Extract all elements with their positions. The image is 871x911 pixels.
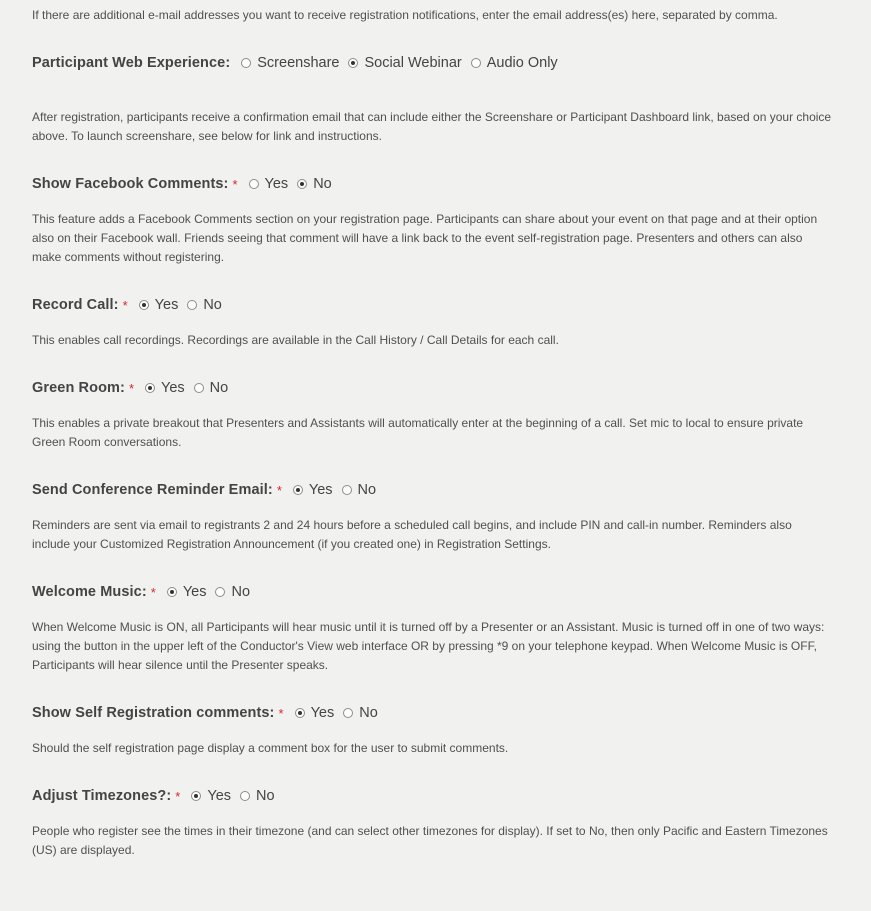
radio-button[interactable] (194, 383, 204, 393)
radio-button[interactable] (145, 383, 155, 393)
option-label: Screenshare (257, 55, 340, 71)
option-no[interactable] (297, 176, 332, 192)
option-no[interactable] (187, 297, 222, 313)
setting-row (32, 377, 832, 399)
radio-button[interactable] (342, 485, 352, 495)
setting-label: Show Self Registration comments: (32, 705, 275, 721)
setting-label: Send Conference Reminder Email: (32, 482, 273, 498)
option-label: Yes (308, 482, 333, 498)
welcome-music-description: When Welcome Music is ON, all Participants will hear music until it is turned off by a Presenter or an Assistant. Music is turned off in one of two ways: using the button in the upper left of the Conductor's View web interface OR by pressing *9 on your telephone keypad. When Welcome Music is OFF, Participants will hear silence until the Presenter speaks. (32, 620, 825, 672)
radio-button[interactable] (295, 708, 305, 718)
option-label: Yes (182, 584, 207, 600)
option-label: No (313, 176, 332, 192)
option-label: No (357, 482, 377, 498)
option-yes[interactable] (139, 297, 179, 313)
option-no[interactable] (240, 788, 275, 804)
setting-send-conference-reminder-email (32, 479, 832, 501)
option-label: Audio Only (486, 55, 558, 71)
required-marker: * (276, 482, 282, 498)
required-marker: * (278, 705, 284, 721)
setting-label: Green Room: (32, 380, 125, 396)
required-marker: * (175, 788, 181, 804)
option-label: No (203, 297, 222, 313)
radio-button[interactable] (348, 58, 358, 68)
setting-show-facebook-comments (32, 173, 832, 195)
radio-button[interactable] (240, 791, 250, 801)
setting-label: Participant Web Experience: (32, 55, 231, 71)
setting-label: Adjust Timezones?: (32, 788, 172, 804)
setting-label: Show Facebook Comments: (32, 176, 229, 192)
radio-button[interactable] (241, 58, 251, 68)
required-marker: * (128, 380, 135, 396)
setting-show-self-registration-comments (32, 702, 832, 724)
option-yes[interactable] (145, 380, 185, 396)
option-no[interactable] (343, 705, 378, 721)
adjust-timezones-description: People who register see the times in their timezone (and can select other timezones for display). If set to No, then only Pacific and Eastern Timezones (US) are displayed. (32, 824, 828, 857)
setting-row (32, 702, 832, 724)
setting-row (32, 173, 832, 195)
setting-row (32, 479, 832, 501)
setting-row (32, 581, 832, 603)
option-label: Yes (154, 297, 179, 313)
option-label: No (256, 788, 275, 804)
option-yes[interactable] (167, 584, 207, 600)
option-yes[interactable] (295, 705, 335, 721)
option-label: Yes (264, 176, 289, 192)
setting-adjust-timezones (32, 785, 832, 807)
option-audio-only[interactable] (471, 55, 558, 71)
setting-record-call (32, 294, 832, 316)
radio-button[interactable] (191, 791, 201, 801)
option-label: No (359, 705, 378, 721)
record-call-description: This enables call recordings. Recordings are available in the Call History / Call Details for each call. (32, 333, 559, 347)
setting-row (32, 785, 832, 807)
radio-button[interactable] (249, 179, 259, 189)
option-label: No (231, 584, 251, 600)
self-registration-comments-description: Should the self registration page display a comment box for the user to submit comments. (32, 741, 509, 755)
setting-welcome-music (32, 581, 832, 603)
radio-button[interactable] (343, 708, 353, 718)
reminder-email-description: Reminders are sent via email to registrants 2 and 24 hours before a scheduled call begins, and include PIN and call-in number. Reminders also include your Customized Registration Announcement (if you created one) in Registration Settings. (32, 518, 792, 551)
radio-button[interactable] (187, 300, 197, 310)
green-room-description: This enables a private breakout that Presenters and Assistants will automatically enter at the beginning of a call. Set mic to local to ensure private Green Room conversations. (32, 416, 804, 449)
setting-label: Welcome Music: (32, 584, 147, 600)
setting-green-room (32, 377, 832, 399)
setting-row (32, 52, 832, 74)
option-no[interactable] (194, 380, 229, 396)
option-social-webinar[interactable] (348, 55, 461, 71)
participant-web-experience-description: After registration, participants receive a confirmation email that can include either the Screenshare or Participant Dashboard link, based on your choice above. To launch screenshare, see below for link and instructions. (32, 110, 832, 143)
radio-button[interactable] (297, 179, 307, 189)
option-label: Yes (310, 705, 335, 721)
option-yes[interactable] (249, 176, 289, 192)
required-marker: * (122, 297, 128, 313)
option-label: Yes (207, 788, 232, 804)
required-marker: * (232, 176, 238, 192)
option-no[interactable] (215, 584, 250, 600)
radio-button[interactable] (471, 58, 481, 68)
setting-participant-web-experience (32, 52, 832, 74)
required-marker: * (150, 584, 156, 600)
facebook-comments-description: This feature adds a Facebook Comments section on your registration page. Participants can share about your event on that page and at their option also on their Facebook wall. Friends seeing that comment will have a link back to the event self-registration page. Presenters and others can also make comments without registering. (32, 212, 818, 264)
option-yes[interactable] (191, 788, 231, 804)
radio-button[interactable] (167, 587, 177, 597)
radio-button[interactable] (215, 587, 225, 597)
setting-row (32, 294, 832, 316)
option-screenshare[interactable] (241, 55, 339, 71)
notification-emails-help-text: If there are additional e-mail addresses you want to receive registration notifications, enter the email address(es) here, separated by comma. (32, 8, 778, 22)
radio-button[interactable] (139, 300, 149, 310)
option-yes[interactable] (293, 482, 333, 498)
radio-button[interactable] (293, 485, 303, 495)
option-label: Yes (161, 380, 185, 396)
option-label: No (209, 380, 229, 396)
setting-label: Record Call: (32, 297, 119, 313)
option-no[interactable] (342, 482, 377, 498)
option-label: Social Webinar (364, 55, 462, 71)
